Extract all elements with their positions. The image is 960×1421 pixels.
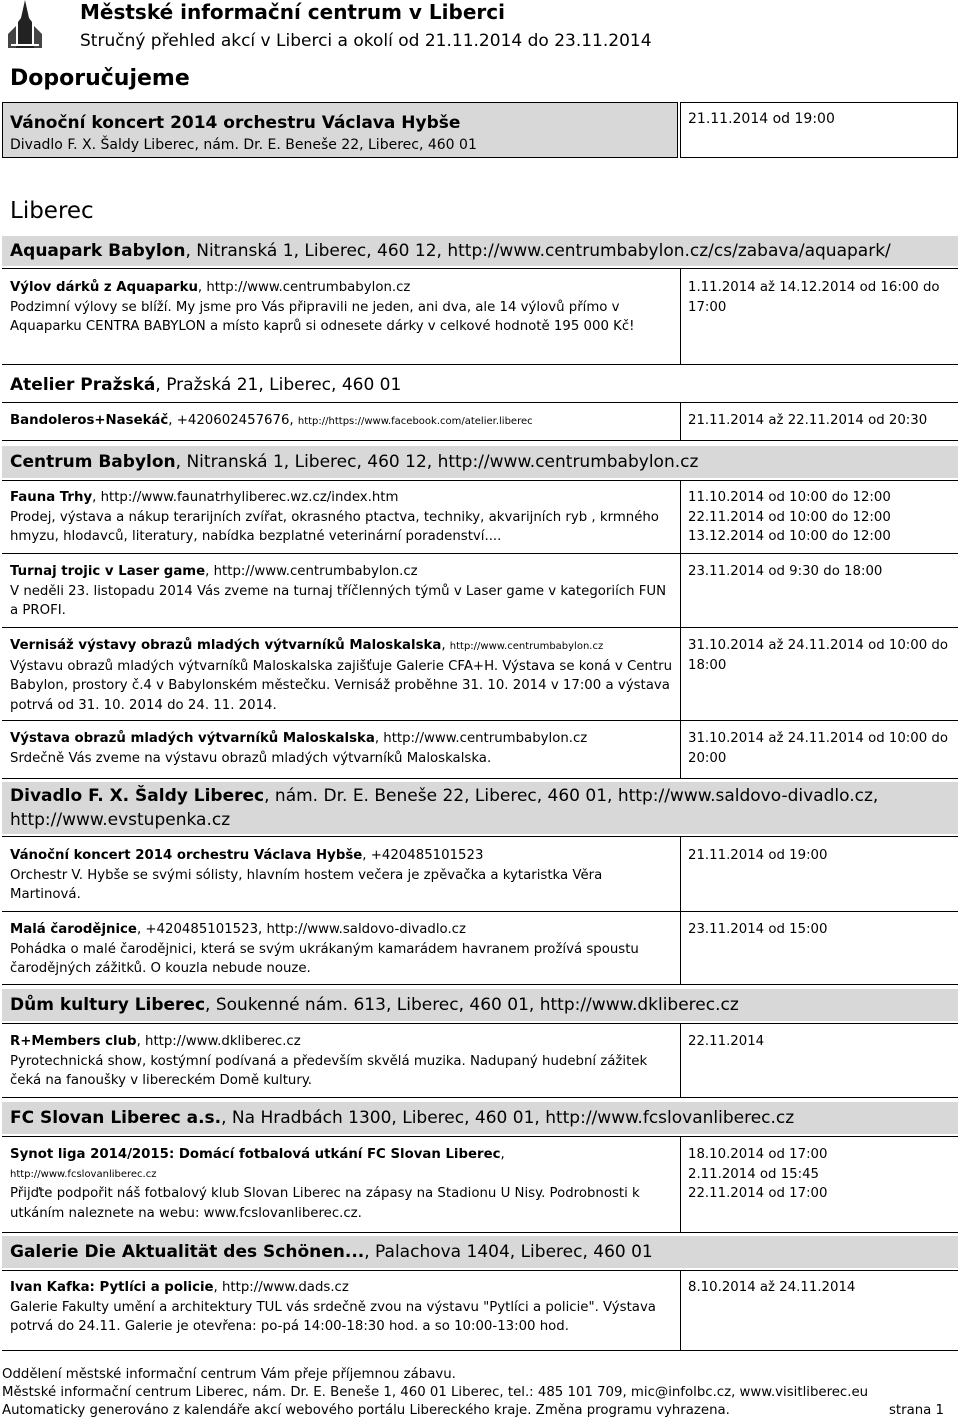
divider <box>2 402 958 403</box>
venue-url: http://www.evstupenka.cz <box>10 810 231 830</box>
divider <box>2 364 958 365</box>
divider <box>2 836 958 837</box>
venue-name: Dům kultury Liberec <box>10 995 206 1015</box>
divider <box>2 1097 958 1098</box>
divider <box>680 836 681 984</box>
divider <box>680 402 681 440</box>
event-text: Výstava obrazů mladých výtvarníků Maloskalska, http://www.centrumbabylon.cz Srdečně Vás zveme na výstavu obrazů mladých výtvarníků Maloskalska. <box>10 729 676 768</box>
divider <box>2 627 958 628</box>
event-date: 21.11.2014 až 22.11.2014 od 20:30 <box>688 413 928 428</box>
venue-header <box>2 236 958 266</box>
venue-header <box>2 782 958 834</box>
divider <box>680 1023 681 1097</box>
event-date: 1.11.2014 až 14.12.2014 od 16:00 do 17:00 <box>688 280 940 315</box>
highlight-title: Vánoční koncert 2014 orchestru Václava Hybše <box>10 113 461 133</box>
event-text: Výlov dárků z Aquaparku, http://www.centrumbabylon.cz Podzimní výlovy se blíží. My jsme pro Vás připravili ne jeden, ani dva, ale 14 výlovů přímo v Aquaparku CENTRA BABYLON a místo kaprů si odnesete dárky v celkové hodnotě 195 000 Kč! <box>10 278 676 337</box>
divider <box>2 778 958 779</box>
event-description: Srdečně Vás zveme na výstavu obrazů mladých výtvarníků Maloskalska. <box>10 750 492 766</box>
venue-address: , Nitranská 1, Liberec, 460 12, http://www.centrumbabylon.cz/cs/zabava/aquapark/ <box>185 241 891 261</box>
divider <box>2 1136 958 1137</box>
event-title: Synot liga 2014/2015: Domácí fotbalová utkání FC Slovan Liberec <box>10 1147 501 1162</box>
divider <box>680 1136 681 1232</box>
event-title: Vernisáž výstavy obrazů mladých výtvarníků Maloskalska <box>10 638 442 653</box>
event-text: Bandoleros+Nasekáč, +420602457676, http://https://www.facebook.com/atelier.liberec <box>10 413 533 428</box>
city-tower-logo-icon <box>8 0 42 50</box>
event-description: Pohádka o malé čarodějnici, která se svým ukrákaným kamarádem havranem prožívá spoustu čarodějných zážitků. O kouzla nebude nouze. <box>10 941 639 977</box>
city-heading: Liberec <box>10 198 94 224</box>
divider <box>2 440 958 441</box>
venue-header <box>2 1102 958 1134</box>
footer-contact: Městské informační centrum Liberec, nám. Dr. E. Beneše 1, 460 01 Liberec, tel.: 485 101 709, mic@infolbc.cz, www.visitliberec.eu <box>2 1385 869 1400</box>
event-description: Výstavu obrazů mladých výtvarníků Maloskalska zajišťuje Galerie CFA+H. Výstava se koná v Centru Babylon, prostory č.4 v Babylonském městečku. Vernisáž proběhne 31. 10. 2014 v 17:00 a výstava potrvá od 31. 10. 2014 do 24. 11. 2014. <box>10 658 673 713</box>
event-description: Orchestr V. Hybše se svými sólisty, hlavním hostem večera je zpěvačka a kytaristka Věra Martinová. <box>10 867 603 903</box>
venue-name: Galerie Die Aktualität des Schönen... <box>10 1242 365 1262</box>
venue-address: , Soukenné nám. 613, Liberec, 460 01, http://www.dkliberec.cz <box>205 995 739 1015</box>
divider <box>2 911 958 912</box>
event-date: 22.11.2014 <box>688 1034 765 1049</box>
divider <box>2 720 958 721</box>
event-description: Galerie Fakulty umění a architektury TUL vás srdečně zvou na výstavu "Pytlíci a policie". Výstava potrvá do 24.11. Galerie je otevřena: po-pá 14:00-18:30 hod. a so 10:00-13:00 hod. <box>10 1299 656 1335</box>
event-title: Vánoční koncert 2014 orchestru Václava Hybše <box>10 848 363 863</box>
event-text: Vernisáž výstavy obrazů mladých výtvarníků Maloskalska, http://www.centrumbabylon.cz Výstavu obrazů mladých výtvarníků Maloskalska zajišťuje Galerie CFA+H. Výstava se koná v Centru Babylon, prostory č.4 v Babylonském městečku. Vernisáž proběhne 31. 10. 2014 v 17:00 a výstava potrvá od 31. 10. 2014 do 24. 11. 2014. <box>10 636 676 715</box>
venue-header <box>2 370 958 400</box>
event-description: Podzimní výlovy se blíží. My jsme pro Vás připravili ne jeden, ani dva, ale 14 výlovů přímo v Aquaparku CENTRA BABYLON a místo kaprů si odnesete dárky v celkové hodnotě 195 000 Kč! <box>10 299 635 335</box>
venue-name: Aquapark Babylon <box>10 241 186 261</box>
page-subtitle: Stručný přehled akcí v Liberci a okolí od 21.11.2014 do 23.11.2014 <box>80 31 652 51</box>
event-description: Pyrotechnická show, kostýmní podívaná a především skvělá muzika. Nadupaný hudební zážitek čeká na fanoušky v libereckém Domě kultury. <box>10 1053 648 1089</box>
venue-header <box>2 989 958 1021</box>
event-date: 31.10.2014 až 24.11.2014 od 10:00 do 18:00 <box>688 638 948 673</box>
venue-address: , Pražská 21, Liberec, 460 01 <box>155 375 402 395</box>
event-title: Výstava obrazů mladých výtvarníků Maloskalska <box>10 731 375 746</box>
event-title: Ivan Kafka: Pytlíci a policie <box>10 1280 214 1295</box>
event-date: 21.11.2014 od 19:00 <box>688 848 828 863</box>
venue-name: Divadlo F. X. Šaldy Liberec <box>10 786 265 806</box>
event-text: Malá čarodějnice, +420485101523, http://www.saldovo-divadlo.cz Pohádka o malé čarodějnici, která se svým ukrákaným kamarádem havranem prožívá spoustu čarodějných zážitků. O kouzla nebude nouze. <box>10 920 676 979</box>
divider <box>2 268 958 269</box>
footer-generated: Automaticky generováno z kalendáře akcí webového portálu Libereckého kraje. Změna programu vyhrazena. <box>2 1403 730 1418</box>
event-date: 23.11.2014 od 15:00 <box>688 922 828 937</box>
event-text: Turnaj trojic v Laser game, http://www.centrumbabylon.cz V neděli 23. listopadu 2014 Vás zveme na turnaj tříčlenných týmů v Laser game v kategoriích FUN a PROFI. <box>10 562 676 621</box>
event-date: 18.10.2014 od 17:00 2.11.2014 od 15:45 22.11.2014 od 17:00 <box>688 1147 828 1202</box>
event-description: Prodej, výstava a nákup terarijních zvířat, okrasného ptactva, techniky, akvarijních ryb , krmného hmyzu, hlodavců, literatury, nabídka bezplatné veterinární poradenství.... <box>10 509 659 545</box>
event-title: Turnaj trojic v Laser game <box>10 564 206 579</box>
event-title: Výlov dárků z Aquaparku <box>10 280 198 295</box>
venue-header <box>2 1236 958 1268</box>
event-text: R+Members club, http://www.dkliberec.cz Pyrotechnická show, kostýmní podívaná a především skvělá muzika. Nadupaný hudební zážitek čeká na fanoušky v libereckém Domě kultury. <box>10 1032 676 1091</box>
event-title: Malá čarodějnice <box>10 922 137 937</box>
event-date: 8.10.2014 až 24.11.2014 <box>688 1280 856 1295</box>
event-text: Ivan Kafka: Pytlíci a policie, http://www.dads.cz Galerie Fakulty umění a architektury TUL vás srdečně zvou na výstavu "Pytlíci a policie". Výstava potrvá do 24.11. Galerie je otevřena: po-pá 14:00-18:30 hod. a so 10:00-13:00 hod. <box>10 1278 676 1337</box>
event-description: Přijďte podpořit náš fotbalový klub Slovan Liberec na zápasy na Stadionu U Nisy. Podrobnosti k utkáním naleznete na webu: www.fcslovanliberec.cz. <box>10 1186 640 1221</box>
event-title: Bandoleros+Nasekáč <box>10 413 169 428</box>
highlight-date: 21.11.2014 od 19:00 <box>688 111 835 127</box>
event-date: 23.11.2014 od 9:30 do 18:00 <box>688 564 883 579</box>
venue-name: Atelier Pražská <box>10 375 156 395</box>
event-description: V neděli 23. listopadu 2014 Vás zveme na turnaj tříčlenných týmů v Laser game v kategoriích FUN a PROFI. <box>10 583 667 619</box>
event-text: Synot liga 2014/2015: Domácí fotbalová utkání FC Slovan Liberec, http://www.fcslovanliberec.cz Přijďte podpořit náš fotbalový klub Slovan Liberec na zápasy na Stadionu U Nisy. Podrobnosti k utkáním naleznete na webu: www.fcslovanliberec.cz. <box>10 1145 676 1223</box>
highlight-address: Divadlo F. X. Šaldy Liberec, nám. Dr. E. Beneše 22, Liberec, 460 01 <box>10 137 477 153</box>
event-date: 31.10.2014 až 24.11.2014 od 10:00 do 20:00 <box>688 731 948 766</box>
event-text: Fauna Trhy, http://www.faunatrhyliberec.wz.cz/index.htm Prodej, výstava a nákup terarijních zvířat, okrasného ptactva, techniky, akvarijních ryb , krmného hmyzu, hlodavců, literatury, nabídka bezplatné veterinární poradenství.... <box>10 488 676 547</box>
divider <box>2 1350 958 1351</box>
venue-address: , Na Hradbách 1300, Liberec, 460 01, http://www.fcslovanliberec.cz <box>221 1108 795 1128</box>
recommend-heading: Doporučujeme <box>10 66 190 91</box>
divider <box>2 1232 958 1233</box>
venue-address: , nám. Dr. E. Beneše 22, Liberec, 460 01, http://www.saldovo-divadlo.cz, <box>264 786 879 806</box>
divider <box>2 1023 958 1024</box>
venue-name: FC Slovan Liberec a.s. <box>10 1108 222 1128</box>
divider <box>680 480 681 778</box>
divider <box>2 553 958 554</box>
divider <box>2 480 958 481</box>
event-text: Vánoční koncert 2014 orchestru Václava Hybše, +420485101523 Orchestr V. Hybše se svými sólisty, hlavním hostem večera je zpěvačka a kytaristka Věra Martinová. <box>10 846 676 905</box>
event-date: 11.10.2014 od 10:00 do 12:00 22.11.2014 od 10:00 do 12:00 13.12.2014 od 10:00 do 12:00 <box>688 490 891 545</box>
divider <box>680 1270 681 1350</box>
footer-note: Oddělení městské informační centrum Vám přeje příjemnou zábavu. <box>2 1367 456 1382</box>
event-title: R+Members club <box>10 1034 137 1049</box>
event-title: Fauna Trhy <box>10 490 93 505</box>
divider <box>2 1270 958 1271</box>
divider <box>680 268 681 364</box>
venue-header <box>2 446 958 478</box>
page-title: Městské informační centrum v Liberci <box>80 0 505 24</box>
venue-address: , Nitranská 1, Liberec, 460 12, http://www.centrumbabylon.cz <box>175 452 699 472</box>
divider <box>2 984 958 985</box>
venue-name: Centrum Babylon <box>10 452 176 472</box>
venue-address: , Palachova 1404, Liberec, 460 01 <box>364 1242 653 1262</box>
page-number: strana 1 <box>888 1403 944 1418</box>
